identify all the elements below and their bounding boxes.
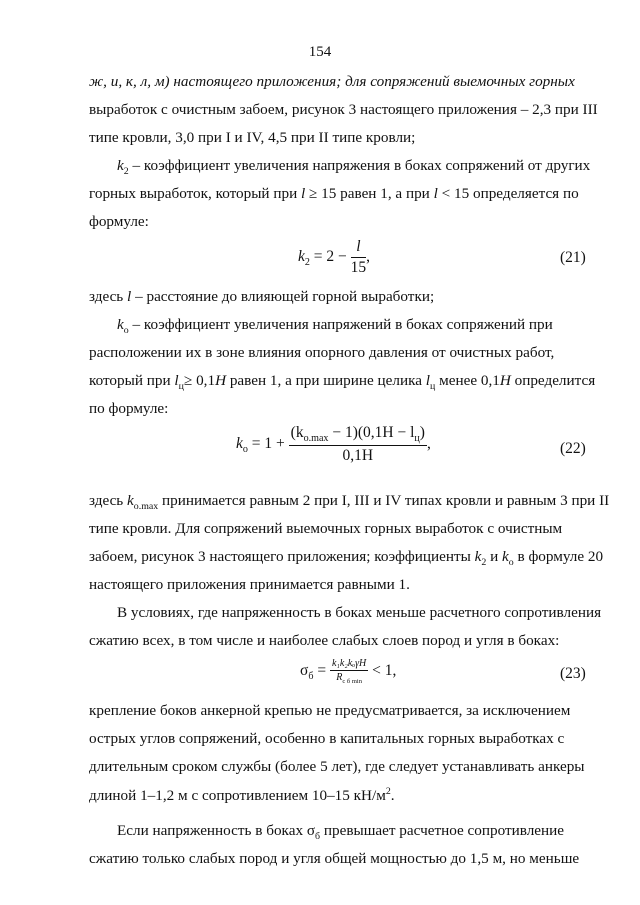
eq-sub: 2 bbox=[304, 257, 310, 269]
symbol-sub: б bbox=[315, 831, 321, 843]
fraction bbox=[330, 658, 368, 685]
symbol-sub: о.max bbox=[133, 501, 159, 513]
symbol-k: k bbox=[117, 157, 124, 174]
text: < 15 определяется по bbox=[441, 185, 579, 202]
text-line bbox=[117, 316, 599, 336]
equation-number: (21) bbox=[560, 249, 586, 266]
equation-23 bbox=[300, 658, 396, 685]
symbol-k: k bbox=[127, 492, 134, 509]
text: ≥ 15 равен 1, а при bbox=[309, 185, 430, 202]
text-line bbox=[89, 548, 604, 569]
eq-symbol: k bbox=[298, 248, 305, 266]
text: в формуле 20 bbox=[517, 548, 604, 565]
equation-number: (23) bbox=[560, 665, 586, 682]
numerator: l bbox=[351, 238, 367, 258]
text: коэффициент увеличения напряжения в боках сопряжений от других bbox=[143, 157, 591, 174]
text: ж, и, к, л, м) настоящего приложения; для сопряжений выемочных горных bbox=[89, 73, 575, 90]
text-line: выработок с очистным забоем, рисунок 3 настоящего приложения – 2,3 при III bbox=[89, 101, 598, 118]
text: здесь bbox=[89, 288, 124, 305]
symbol-sub: о bbox=[123, 325, 129, 337]
symbol-l: l bbox=[301, 185, 306, 202]
symbol-l: l bbox=[127, 288, 132, 305]
eq-text: ) bbox=[419, 424, 425, 441]
eq-symbol: R bbox=[336, 672, 343, 683]
text: менее 0,1 bbox=[439, 372, 500, 389]
text: здесь bbox=[89, 492, 124, 509]
eq-text: < 1, bbox=[368, 662, 397, 680]
text-line: острых углов сопряжений, особенно в капитальных горных выработках с bbox=[89, 730, 565, 747]
text: длиной 1–1,2 м с сопротивлением 10–15 кН/м bbox=[89, 787, 386, 805]
eq-text: − 1)(0,1H − l bbox=[328, 424, 415, 441]
eq-sub: ц bbox=[414, 433, 420, 445]
symbol-l: l bbox=[174, 372, 179, 389]
dash: – bbox=[128, 316, 144, 333]
denominator: 0,1H bbox=[342, 447, 374, 465]
fraction bbox=[289, 424, 427, 465]
numerator: k₁k₂kₒγH bbox=[331, 658, 367, 669]
eq-text: = 2 − bbox=[309, 248, 347, 266]
text-line: по формуле: bbox=[89, 400, 169, 417]
symbol-H: H bbox=[215, 372, 227, 389]
numerator bbox=[289, 424, 427, 446]
eq-text: , bbox=[366, 248, 371, 266]
text-line: настоящего приложения принимается равными 1. bbox=[89, 576, 410, 593]
eq-sub: с б min bbox=[342, 678, 362, 685]
text-line: типе кровли. Для сопряжений выемочных горных выработок с очистным bbox=[89, 520, 563, 537]
page-number: 154 bbox=[308, 44, 332, 60]
symbol-l: l bbox=[425, 372, 430, 389]
eq-sub: б bbox=[308, 671, 314, 683]
symbol-sub: ц bbox=[178, 381, 184, 393]
symbol-sub: 2 bbox=[123, 166, 129, 178]
text-line: крепление боков анкерной крепью не предусматривается, за исключением bbox=[89, 702, 571, 719]
symbol-k: k bbox=[474, 548, 482, 565]
denominator bbox=[330, 671, 368, 685]
symbol-k: k bbox=[117, 316, 124, 333]
text: коэффициент увеличения напряжений в боках сопряжений при bbox=[143, 316, 553, 333]
text: забоем, рисунок 3 настоящего приложения; коэффициенты bbox=[89, 548, 471, 565]
symbol-l: l bbox=[433, 185, 438, 202]
text: . bbox=[390, 787, 395, 805]
text-line: длительным сроком службы (более 5 лет), где следует устанавливать анкеры bbox=[89, 758, 585, 775]
eq-text: , bbox=[426, 435, 431, 453]
eq-sub: о bbox=[242, 444, 248, 456]
text-line: сжатию только слабых пород и угля общей мощностью до 1,5 м, но меньше bbox=[89, 850, 580, 867]
text-line: В условиях, где напряженность в боках меньше расчетного сопротивления bbox=[117, 604, 602, 621]
denominator: 15 bbox=[350, 259, 367, 276]
text: ≥ 0,1 bbox=[183, 372, 216, 389]
text: который при bbox=[89, 372, 171, 389]
text: Если напряженность в боках bbox=[117, 822, 304, 839]
eq-text: = 1 + bbox=[247, 435, 289, 453]
equation-22 bbox=[236, 424, 431, 465]
equation-21 bbox=[298, 238, 370, 277]
text: определится bbox=[514, 372, 596, 389]
text-line bbox=[89, 185, 599, 203]
text-line bbox=[89, 73, 599, 91]
text: и bbox=[490, 548, 499, 565]
eq-text: = bbox=[313, 662, 330, 680]
text: равен 1, а при ширине целика bbox=[229, 372, 422, 389]
text-line bbox=[89, 786, 599, 805]
symbol-sigma: σ bbox=[306, 822, 316, 839]
text-line bbox=[117, 157, 599, 177]
fraction bbox=[351, 238, 367, 277]
text: принимается равным 2 при I, III и IV типах кровли и равным 3 при II bbox=[162, 492, 610, 509]
eq-symbol: k bbox=[236, 435, 243, 453]
symbol-H: H bbox=[499, 372, 511, 389]
text-line bbox=[89, 288, 599, 306]
superscript: 2 bbox=[385, 786, 391, 797]
text-line bbox=[117, 822, 599, 842]
equation-number: (22) bbox=[560, 440, 586, 457]
symbol-k: k bbox=[502, 548, 509, 565]
symbol-sub: о bbox=[508, 557, 514, 569]
text: превышает расчетное сопротивление bbox=[323, 822, 565, 839]
dash: – bbox=[128, 157, 144, 174]
text-line: типе кровли, 3,0 при I и IV, 4,5 при II типе кровли; bbox=[89, 129, 416, 146]
eq-text: (k bbox=[290, 424, 304, 441]
symbol-sub: ц bbox=[430, 381, 436, 393]
text-line bbox=[89, 492, 610, 513]
symbol-sub: 2 bbox=[481, 557, 487, 569]
text: – расстояние до влияющей горной выработки; bbox=[135, 288, 435, 305]
eq-sub: o.max bbox=[303, 433, 329, 445]
eq-symbol: σ bbox=[300, 662, 309, 680]
text-line: формуле: bbox=[89, 213, 149, 230]
text: горных выработок, который при bbox=[89, 185, 298, 202]
text-line: сжатию всех, в том числе и наиболее слабых слоев пород и угля в боках: bbox=[89, 632, 560, 649]
text-line: расположении их в зоне влияния опорного давления от очистных работ, bbox=[89, 344, 555, 361]
text-line bbox=[89, 372, 599, 392]
